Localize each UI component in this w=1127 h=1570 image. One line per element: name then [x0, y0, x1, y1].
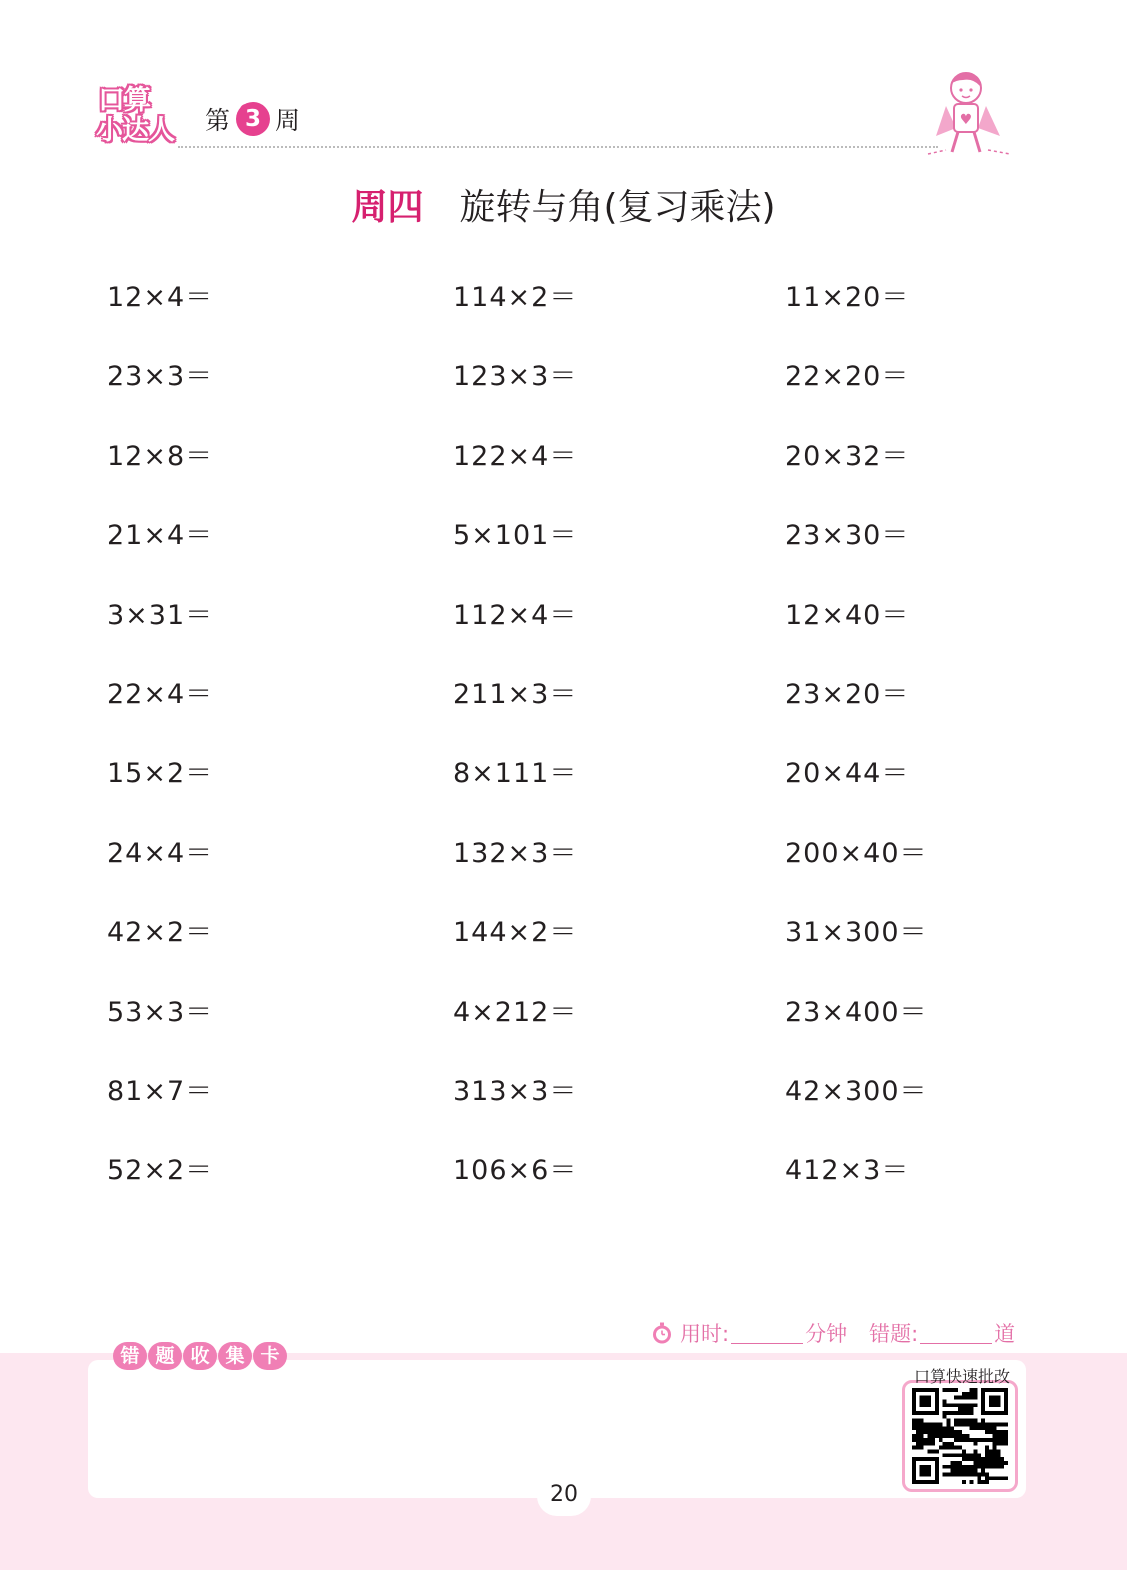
- card-title-char: 收: [183, 1342, 217, 1370]
- problem-item: 200×40＝: [785, 838, 928, 869]
- problem-item: 22×20＝: [785, 361, 910, 392]
- problem-item: 211×3＝: [453, 679, 578, 710]
- problem-item: 112×4＝: [453, 600, 578, 631]
- problem-item: 8×111＝: [453, 758, 578, 789]
- problem-item: 31×300＝: [785, 917, 928, 948]
- problem-item: 12×4＝: [107, 282, 214, 313]
- problem-item: 81×7＝: [107, 1076, 214, 1107]
- time-and-errors: [650, 1316, 1015, 1350]
- card-title-char: 题: [148, 1342, 182, 1370]
- problem-item: 23×30＝: [785, 520, 910, 551]
- problem-item: 123×3＝: [453, 361, 578, 392]
- problem-item: 106×6＝: [453, 1155, 578, 1186]
- qr-caption: 口算快速批改: [913, 1367, 1010, 1386]
- problem-item: 12×8＝: [107, 441, 214, 472]
- problem-item: 313×3＝: [453, 1076, 578, 1107]
- problem-item: 5×101＝: [453, 520, 578, 551]
- title-day: 周四: [351, 187, 424, 228]
- problem-item: 22×4＝: [107, 679, 214, 710]
- svg-text:♥: ♥: [959, 112, 973, 128]
- stopwatch-icon: [650, 1321, 674, 1345]
- problem-item: 3×31＝: [107, 600, 214, 631]
- problem-item: 15×2＝: [107, 758, 214, 789]
- problem-item: 42×300＝: [785, 1076, 928, 1107]
- problem-item: 52×2＝: [107, 1155, 214, 1186]
- logo-line-2: 小达人: [96, 115, 174, 146]
- problem-item: 11×20＝: [785, 282, 910, 313]
- week-suffix: 周: [275, 106, 301, 135]
- problem-item: 42×2＝: [107, 917, 214, 948]
- logo-line-1: 口算: [98, 85, 150, 116]
- time-label: 用时:: [680, 1322, 730, 1346]
- time-blank[interactable]: [731, 1323, 803, 1344]
- problem-item: 53×3＝: [107, 997, 214, 1028]
- week-prefix: 第: [205, 106, 231, 135]
- title-topic: 旋转与角(复习乘法): [459, 187, 776, 228]
- problem-item: 20×44＝: [785, 758, 910, 789]
- problem-item: 4×212＝: [453, 997, 578, 1028]
- page-number: 20: [550, 1482, 578, 1507]
- wrong-label: 错题:: [869, 1322, 919, 1346]
- qr-code-icon[interactable]: [912, 1388, 1008, 1484]
- card-title-char: 错: [113, 1342, 147, 1370]
- error-card-title: [113, 1342, 287, 1370]
- problem-item: 122×4＝: [453, 441, 578, 472]
- problem-item: 114×2＝: [453, 282, 578, 313]
- problem-item: 20×32＝: [785, 441, 910, 472]
- time-unit: 分钟: [805, 1322, 848, 1346]
- problem-item: 23×20＝: [785, 679, 910, 710]
- problem-item: 12×40＝: [785, 600, 910, 631]
- wrong-blank[interactable]: [920, 1323, 992, 1344]
- problem-item: 412×3＝: [785, 1155, 910, 1186]
- problem-item: 23×400＝: [785, 997, 928, 1028]
- problem-item: 21×4＝: [107, 520, 214, 551]
- problem-item: 132×3＝: [453, 838, 578, 869]
- wrong-unit: 道: [994, 1322, 1016, 1346]
- card-title-char: 集: [218, 1342, 252, 1370]
- problem-item: 144×2＝: [453, 917, 578, 948]
- problem-item: 24×4＝: [107, 838, 214, 869]
- week-number-badge: 3: [236, 102, 270, 136]
- problem-item: 23×3＝: [107, 361, 214, 392]
- card-title-char: 卡: [253, 1342, 287, 1370]
